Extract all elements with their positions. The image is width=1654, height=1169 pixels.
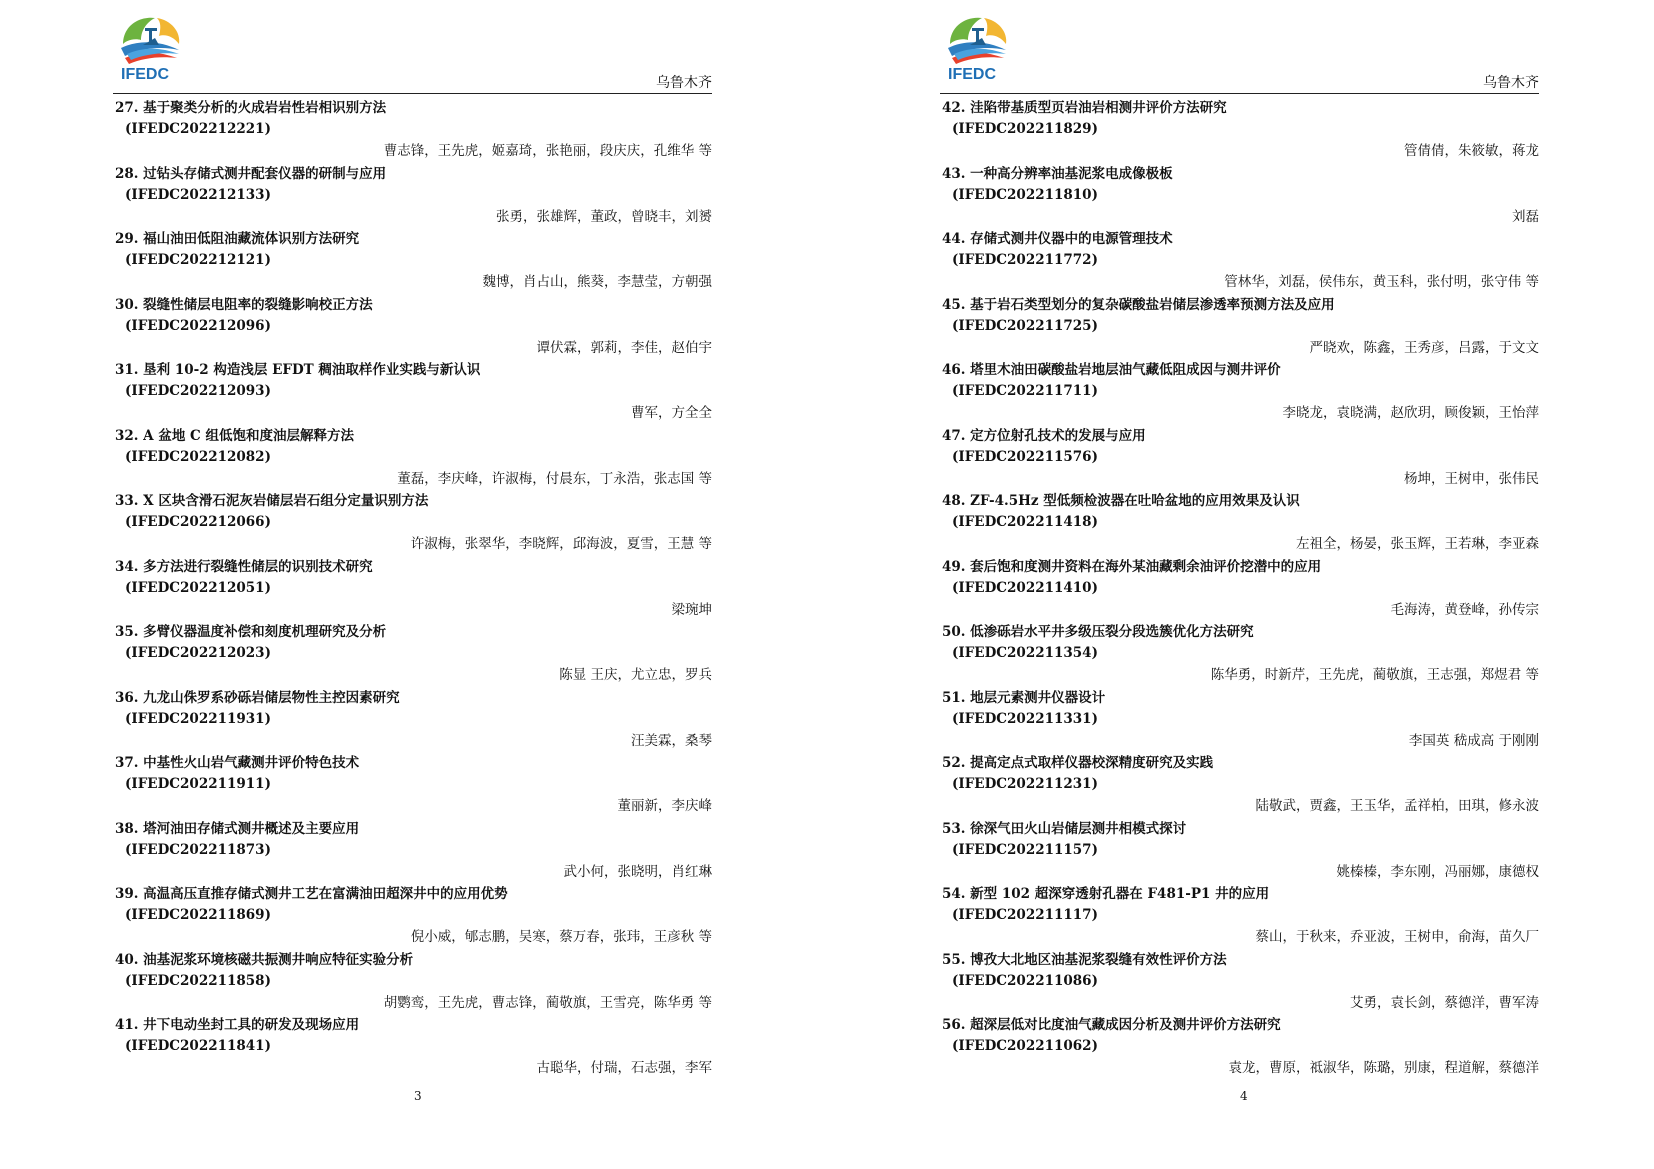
paper-title: 34. 多方法进行裂缝性储层的识别技术研究 <box>115 558 373 575</box>
paper-title: 35. 多臂仪器温度补偿和刻度机理研究及分析 <box>115 624 387 640</box>
page-right <box>827 0 1654 1169</box>
list-item <box>942 230 1539 296</box>
list-item <box>942 558 1539 624</box>
paper-authors: 蔡山，于秋来，乔亚波，王树申，俞海，苗久厂 <box>1255 929 1539 945</box>
paper-title: 48. ZF-4.5Hz 型低频检波器在吐哈盆地的应用效果及认识 <box>942 493 1300 509</box>
paper-title: 50. 低渗砾岩水平井多级压裂分段选簇优化方法研究 <box>942 624 1254 640</box>
paper-authors: 曹军，方全全 <box>631 405 712 421</box>
paper-authors: 汪美霖，桑琴 <box>631 732 712 749</box>
list-item <box>115 230 712 296</box>
paper-title: 55. 博孜大北地区油基泥浆裂缝有效性评价方法 <box>942 951 1227 968</box>
paper-authors: 艾勇，袁长剑，蔡德洋，曹军涛 <box>1350 994 1539 1011</box>
paper-code: (IFEDC202211841) <box>125 1038 271 1054</box>
paper-code: (IFEDC202211931) <box>125 710 271 727</box>
paper-code: (IFEDC202211410) <box>952 579 1098 596</box>
header-city: 乌鲁木齐 <box>1483 75 1539 91</box>
list-item <box>942 99 1539 165</box>
list-item <box>115 427 712 493</box>
list-item <box>942 296 1539 362</box>
paper-title: 29. 福山油田低阻油藏流体识别方法研究 <box>115 231 360 247</box>
paper-authors: 陈显 王庆，尤立忠，罗兵 <box>559 667 712 683</box>
paper-title: 53. 徐深气田火山岩储层测井相模式探讨 <box>942 820 1187 837</box>
list-item <box>115 885 712 951</box>
list-item <box>115 623 712 689</box>
paper-title: 32. A 盆地 C 组低饱和度油层解释方法 <box>115 427 355 444</box>
page-number: 3 <box>414 1089 422 1103</box>
list-item <box>115 165 712 231</box>
paper-title: 44. 存储式测井仪器中的电源管理技术 <box>942 231 1173 247</box>
list-item <box>942 689 1539 755</box>
header-city: 乌鲁木齐 <box>656 75 712 91</box>
paper-code: (IFEDC202211117) <box>952 907 1098 923</box>
paper-title: 54. 新型 102 超深穿透射孔器在 F481-P1 井的应用 <box>942 886 1270 902</box>
ifedc-emblem-icon <box>117 14 183 66</box>
ifedc-logo <box>115 14 195 86</box>
paper-code: (IFEDC202211418) <box>952 514 1098 530</box>
paper-authors: 董磊，李庆峰，许淑梅，付晨东，丁永浩，张志国 等 <box>397 470 712 487</box>
header-divider <box>940 93 1539 94</box>
paper-authors: 管倩倩，朱筱敏，蒋龙 <box>1404 143 1539 159</box>
paper-title: 28. 过钻头存储式测井配套仪器的研制与应用 <box>115 165 387 182</box>
list-item <box>942 492 1539 558</box>
paper-authors: 梁琬坤 <box>671 601 712 618</box>
paper-code: (IFEDC202212221) <box>125 121 271 137</box>
paper-authors: 曹志锋，王先虎，姬嘉琦，张艳丽，段庆庆，孔维华 等 <box>383 143 712 159</box>
paper-code: (IFEDC202211829) <box>952 121 1098 137</box>
list-item <box>115 754 712 820</box>
paper-title: 46. 塔里木油田碳酸盐岩地层油气藏低阻成因与测井评价 <box>942 362 1281 378</box>
paper-title: 30. 裂缝性储层电阻率的裂缝影响校正方法 <box>115 296 373 313</box>
paper-code: (IFEDC202212133) <box>125 186 271 203</box>
list-item <box>942 820 1539 886</box>
paper-code: (IFEDC202212096) <box>125 317 271 334</box>
logo-text: IFEDC <box>121 66 169 83</box>
paper-authors: 谭伏霖，郭莉，李佳，赵伯宇 <box>536 339 712 356</box>
paper-authors: 张勇，张雄辉，董政，曾晓丰，刘赟 <box>496 208 712 225</box>
paper-authors: 刘磊 <box>1512 208 1539 225</box>
paper-title: 27. 基于聚类分析的火成岩岩性岩相识别方法 <box>115 100 387 116</box>
paper-authors: 管林华，刘磊，侯伟东，黄玉科，张付明，张守伟 等 <box>1224 274 1539 290</box>
list-item <box>115 361 712 427</box>
paper-code: (IFEDC202211331) <box>952 710 1098 727</box>
paper-code: (IFEDC202211869) <box>125 907 271 923</box>
paper-code: (IFEDC202211576) <box>952 448 1098 465</box>
list-item <box>115 689 712 755</box>
list-item <box>942 165 1539 231</box>
paper-code: (IFEDC202211858) <box>125 972 271 989</box>
paper-code: (IFEDC202212082) <box>125 448 271 465</box>
paper-title: 42. 洼陷带基质型页岩油岩相测井评价方法研究 <box>942 100 1227 116</box>
paper-code: (IFEDC202211711) <box>952 383 1098 399</box>
paper-authors: 李晓龙，袁晓满，赵欣玥，顾俊颖，王怡萍 <box>1282 405 1539 421</box>
paper-title: 45. 基于岩石类型划分的复杂碳酸盐岩储层渗透率预测方法及应用 <box>942 296 1335 313</box>
paper-code: (IFEDC202211772) <box>952 252 1098 268</box>
paper-authors: 毛海涛，黄登峰，孙传宗 <box>1390 601 1539 618</box>
paper-authors: 李国英 嵇成高 于刚刚 <box>1408 732 1539 749</box>
list-item <box>115 296 712 362</box>
paper-authors: 左祖全，杨晏，张玉辉，王若琳，李亚森 <box>1296 536 1539 552</box>
paper-authors: 胡鹦鸾，王先虎，曹志锋，蔺敬旗，王雪亮，陈华勇 等 <box>383 994 712 1011</box>
list-item <box>115 1016 712 1082</box>
entry-list <box>115 99 712 1082</box>
paper-code: (IFEDC202212023) <box>125 645 271 661</box>
paper-title: 51. 地层元素测井仪器设计 <box>942 689 1106 706</box>
paper-authors: 杨坤，王树申，张伟民 <box>1404 470 1539 487</box>
paper-code: (IFEDC202211062) <box>952 1038 1098 1054</box>
list-item <box>942 361 1539 427</box>
paper-authors: 严晓欢，陈鑫，王秀彦，吕露，于文文 <box>1309 339 1539 356</box>
list-item <box>115 951 712 1017</box>
paper-title: 47. 定方位射孔技术的发展与应用 <box>942 427 1146 444</box>
paper-title: 38. 塔河油田存储式测井概述及主要应用 <box>115 820 360 837</box>
header-divider <box>113 93 712 94</box>
paper-code: (IFEDC202211231) <box>952 776 1098 792</box>
paper-authors: 董丽新，李庆峰 <box>617 798 712 814</box>
paper-authors: 陈华勇，时新芹，王先虎，蔺敬旗，王志强，郑煜君 等 <box>1210 667 1539 683</box>
list-item <box>942 951 1539 1017</box>
paper-authors: 倪小威，郇志鹏，吴寒，蔡万春，张玮，王彦秋 等 <box>410 929 712 945</box>
paper-code: (IFEDC202211354) <box>952 645 1098 661</box>
paper-code: (IFEDC202211725) <box>952 317 1098 334</box>
paper-title: 49. 套后饱和度测井资料在海外某油藏剩余油评价挖潜中的应用 <box>942 558 1322 575</box>
paper-title: 52. 提高定点式取样仪器校深精度研究及实践 <box>942 755 1214 771</box>
list-item <box>115 99 712 165</box>
paper-authors: 陆敬武，贾鑫，王玉华，孟祥柏，田琪，修永波 <box>1255 798 1539 814</box>
list-item <box>115 492 712 558</box>
entry-list <box>942 99 1539 1082</box>
list-item <box>942 623 1539 689</box>
page-number: 4 <box>1240 1089 1248 1103</box>
list-item <box>115 820 712 886</box>
paper-title: 33. X 区块含滑石泥灰岩储层岩石组分定量识别方法 <box>115 493 429 509</box>
paper-code: (IFEDC202211157) <box>952 841 1098 858</box>
paper-authors: 姚榛榛，李东刚，冯丽娜，康德权 <box>1336 863 1539 880</box>
paper-code: (IFEDC202212093) <box>125 383 271 399</box>
paper-code: (IFEDC202211086) <box>952 972 1098 989</box>
ifedc-emblem-icon <box>944 14 1010 66</box>
list-item <box>942 427 1539 493</box>
paper-code: (IFEDC202211810) <box>952 186 1098 203</box>
paper-title: 37. 中基性火山岩气藏测井评价特色技术 <box>115 755 360 771</box>
list-item <box>942 1016 1539 1082</box>
ifedc-logo <box>942 14 1022 86</box>
paper-title: 40. 油基泥浆环境核磁共振测井响应特征实验分析 <box>115 951 414 968</box>
paper-authors: 袁龙，曹原，祗淑华，陈璐，别康，程道解，蔡德洋 <box>1228 1060 1539 1076</box>
paper-title: 36. 九龙山侏罗系砂砾岩储层物性主控因素研究 <box>115 689 400 706</box>
paper-code: (IFEDC202211873) <box>125 841 271 858</box>
paper-title: 39. 高温高压直推存储式测井工艺在富满油田超深井中的应用优势 <box>115 886 508 902</box>
paper-code: (IFEDC202212121) <box>125 252 271 268</box>
paper-title: 43. 一种高分辨率油基泥浆电成像极板 <box>942 165 1173 182</box>
paper-title: 56. 超深层低对比度油气藏成因分析及测井评价方法研究 <box>942 1017 1281 1033</box>
paper-code: (IFEDC202212066) <box>125 514 271 530</box>
paper-code: (IFEDC202211911) <box>125 776 271 792</box>
paper-title: 31. 垦利 10-2 构造浅层 EFDT 稠油取样作业实践与新认识 <box>115 362 481 378</box>
paper-authors: 古聪华，付瑞，石志强，李军 <box>536 1060 712 1076</box>
list-item <box>942 885 1539 951</box>
paper-authors: 许淑梅，张翠华，李晓辉，邱海波，夏雪，王慧 等 <box>410 536 712 552</box>
logo-text: IFEDC <box>948 66 996 83</box>
paper-authors: 武小何，张晓明，肖红琳 <box>563 863 712 880</box>
paper-authors: 魏博，肖占山，熊葵，李慧莹，方朝强 <box>482 274 712 290</box>
list-item <box>115 558 712 624</box>
paper-title: 41. 井下电动坐封工具的研发及现场应用 <box>115 1017 360 1033</box>
paper-code: (IFEDC202212051) <box>125 579 271 596</box>
list-item <box>942 754 1539 820</box>
